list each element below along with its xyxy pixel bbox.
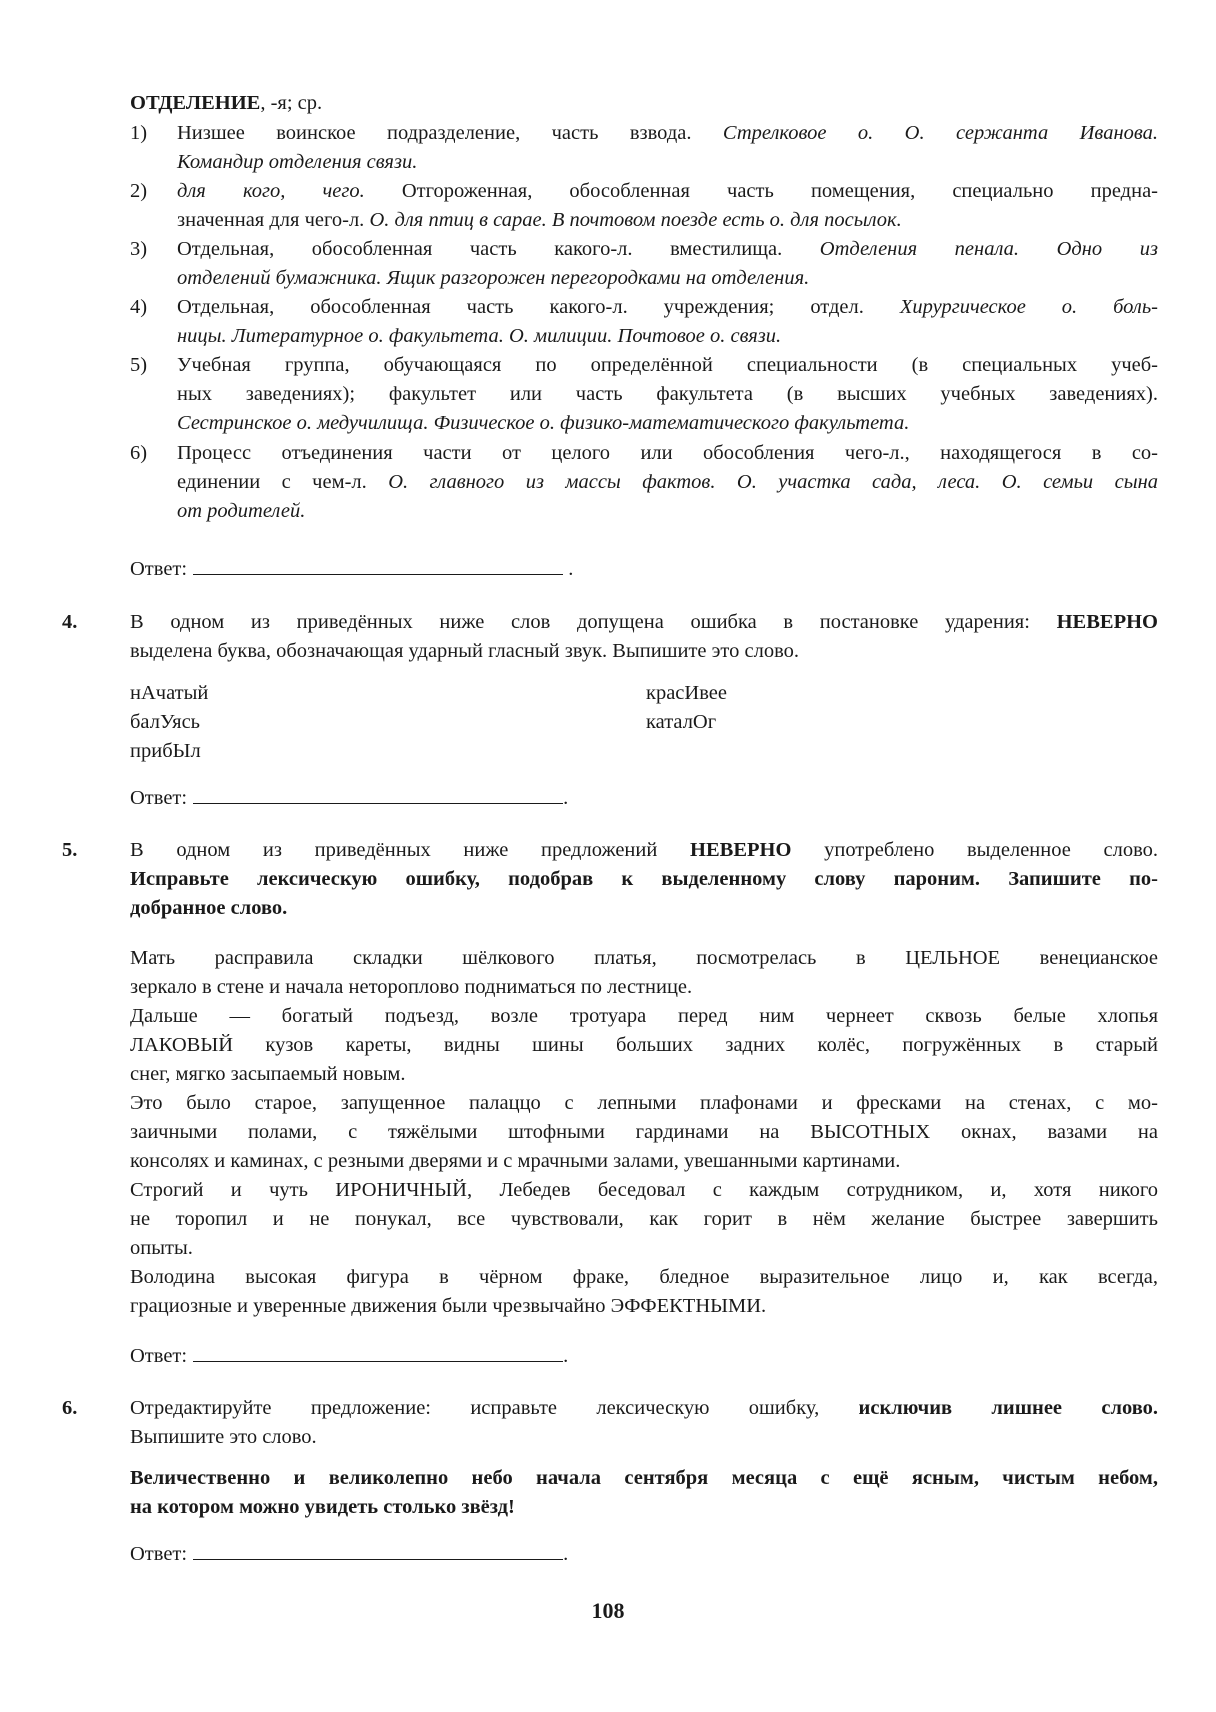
answer-label: Ответ: <box>130 787 188 809</box>
entry-headword: ОТДЕЛЕНИЕ <box>130 92 261 114</box>
q6-line <box>130 1393 1158 1423</box>
sense-number: 5) <box>130 354 148 376</box>
text-run: Стрелковое о. О. сержанта Иванова. <box>722 122 1158 144</box>
text-run: выделена буква, обозначающая ударный гласный звук. Выпишите это слово. <box>130 640 799 662</box>
sense-line <box>177 263 1158 293</box>
sense-line <box>177 438 1158 468</box>
q5-sentence-line: консолях и каминах, с резными дверями и с мрачными залами, увешанными картинами. <box>130 1150 901 1172</box>
answer-blank[interactable] <box>193 1537 563 1560</box>
sense-line <box>177 379 1158 409</box>
text-run: Выпишите это слово. <box>130 1426 317 1448</box>
text-run: В одном из приведённых ниже предложений <box>130 839 691 861</box>
q5-sentence-line: Это было старое, запущенное палаццо с лепными плафонами и фресками на стенах, с мо- <box>130 1092 1158 1114</box>
q5-sentence-line: грациозные и уверенные движения были чрезвычайно ЭФФЕКТНЫМИ. <box>130 1295 767 1317</box>
q5-line <box>130 893 1158 923</box>
q5-sentence-line: опыты. <box>130 1237 193 1259</box>
q5-line <box>130 835 1158 865</box>
sense-line <box>177 408 1158 438</box>
text-run: единении с чем-л. <box>177 471 389 493</box>
text-run: значенная для чего-л. <box>177 209 370 231</box>
q4-word: красИвее <box>646 682 727 704</box>
answer-label: Ответ: <box>130 1543 188 1565</box>
q5-sentence-line: ЛАКОВЫЙ кузов кареты, видны шины больших задних колёс, погружённых в старый <box>130 1034 1158 1056</box>
text-run: добранное слово. <box>130 897 288 919</box>
sense-number: 1) <box>130 122 148 144</box>
text-run: Процесс отъединения части от целого или обособления чего-л., находящегося в со- <box>177 442 1158 464</box>
sense-number: 3) <box>130 238 148 260</box>
q5-number: 5. <box>62 839 78 861</box>
text-run: НЕВЕРНО <box>1056 611 1158 633</box>
text-run: НЕВЕРНО <box>690 839 792 861</box>
text-run: Хирургическое о. боль- <box>899 296 1158 318</box>
q6-line <box>130 1422 1158 1452</box>
q6-sentence-line: на котором можно увидеть столько звёзд! <box>130 1496 515 1518</box>
text-run: В одном из приведённых ниже слов допущена ошибка в постановке ударения: <box>130 611 1057 633</box>
text-run: ных заведениях); факультет или часть факультета (в высших учебных заведениях). <box>177 383 1158 405</box>
sense-line <box>177 496 1158 526</box>
q5-sentence-line: зеркало в стене и начала нетороплово подниматься по лестнице. <box>130 976 693 998</box>
text-run: Отгороженная, обособленная часть помещения, специально предна- <box>364 180 1158 202</box>
entry-header <box>130 88 322 118</box>
answer-blank[interactable] <box>193 552 563 575</box>
entry-grammar: , -я; ср. <box>260 92 323 114</box>
q5-sentence-line: снег, мягко засыпаемый новым. <box>130 1063 406 1085</box>
sense-number: 4) <box>130 296 148 318</box>
q4-line <box>130 607 1158 637</box>
text-run: для кого, чего. <box>177 180 365 202</box>
text-run: Исправьте лексическую ошибку, подобрав к выделенному слову пароним. Запишите по- <box>130 868 1158 890</box>
text-run: употреблено выделенное слово. <box>791 839 1159 861</box>
text-run: отделений бумажника. Ящик разгорожен перегородками на отделения. <box>177 267 810 289</box>
text-run: Учебная группа, обучающаяся по определённой специальности (в специальных учеб- <box>177 354 1158 376</box>
answer-label: Ответ: <box>130 558 188 580</box>
q5-sentence-line: Дальше — богатый подъезд, возле тротуара перед ним чернеет сквозь белые хлопья <box>130 1005 1158 1027</box>
text-run: Отредактируйте предложение: исправьте лексическую ошибку, <box>130 1397 859 1419</box>
text-run: Низшее воинское подразделение, часть взвода. <box>177 122 723 144</box>
sense-line <box>177 234 1158 264</box>
sense-line <box>177 205 1158 235</box>
text-run: Командир отделения связи. <box>177 151 418 173</box>
q4-word: балУясь <box>130 711 201 733</box>
q4-number: 4. <box>62 611 78 633</box>
q4-word: каталОг <box>646 711 717 733</box>
text-run: Отдельная, обособленная часть какого-л. учреждения; отдел. <box>177 296 900 318</box>
text-run: Отдельная, обособленная часть какого-л. вместилища. <box>177 238 820 260</box>
sense-line <box>177 321 1158 351</box>
sense-line <box>177 147 1158 177</box>
q6-number: 6. <box>62 1397 78 1419</box>
q4-word: нАчатый <box>130 682 209 704</box>
q6-sentence-line: Величественно и великолепно небо начала сентября месяца с ещё ясным, чистым небом, <box>130 1467 1158 1489</box>
answer-label: Ответ: <box>130 1345 188 1367</box>
page-number: 108 <box>591 1598 625 1623</box>
text-run: ницы. Литературное о. факультета. О. милиции. Почтовое о. связи. <box>177 325 782 347</box>
q5-sentence-line: заичными полами, с тяжёлыми штофными гардинами на ВЫСОТНЫХ окнах, вазами на <box>130 1121 1158 1143</box>
q4-line <box>130 636 1158 666</box>
text-run: исключив лишнее слово. <box>858 1397 1159 1419</box>
text-run: О. главного из массы фактов. О. участка сада, леса. О. семьи сына <box>388 471 1158 493</box>
sense-line <box>177 118 1158 148</box>
text-run: от родителей. <box>177 500 306 522</box>
answer-line-5[interactable]: Ответ: . <box>130 1339 568 1371</box>
sense-line <box>177 176 1158 206</box>
text-run: Отделения пенала. Одно из <box>819 238 1158 260</box>
q5-sentence-line: не торопил и не понукал, все чувствовали, как горит в нём желание быстрее завершить <box>130 1208 1158 1230</box>
answer-line-6[interactable]: Ответ: . <box>130 1537 568 1569</box>
q4-word: прибЫл <box>130 740 201 762</box>
sense-number: 2) <box>130 180 148 202</box>
text-run: Сестринское о. медучилища. Физическое о. физико-математического факультета. <box>177 412 910 434</box>
sense-line <box>177 350 1158 380</box>
answer-blank[interactable] <box>193 1339 563 1362</box>
sense-line <box>177 292 1158 322</box>
answer-line-3[interactable]: Ответ: . <box>130 552 573 584</box>
q5-sentence-line: Мать расправила складки шёлкового платья, посмотрелась в ЦЕЛЬНОЕ венецианское <box>130 947 1158 969</box>
q5-line <box>130 864 1158 894</box>
answer-blank[interactable] <box>193 781 563 804</box>
sense-number: 6) <box>130 442 148 464</box>
answer-line-4[interactable]: Ответ: . <box>130 781 568 813</box>
sense-line <box>177 467 1158 497</box>
q5-sentence-line: Володина высокая фигура в чёрном фраке, бледное выразительное лицо и, как всегда, <box>130 1266 1158 1288</box>
text-run: О. для птиц в сарае. В почтовом поезде есть о. для посылок. <box>369 209 902 231</box>
q5-sentence-line: Строгий и чуть ИРОНИЧНЫЙ, Лебедев беседовал с каждым сотрудником, и, хотя никого <box>130 1179 1158 1201</box>
